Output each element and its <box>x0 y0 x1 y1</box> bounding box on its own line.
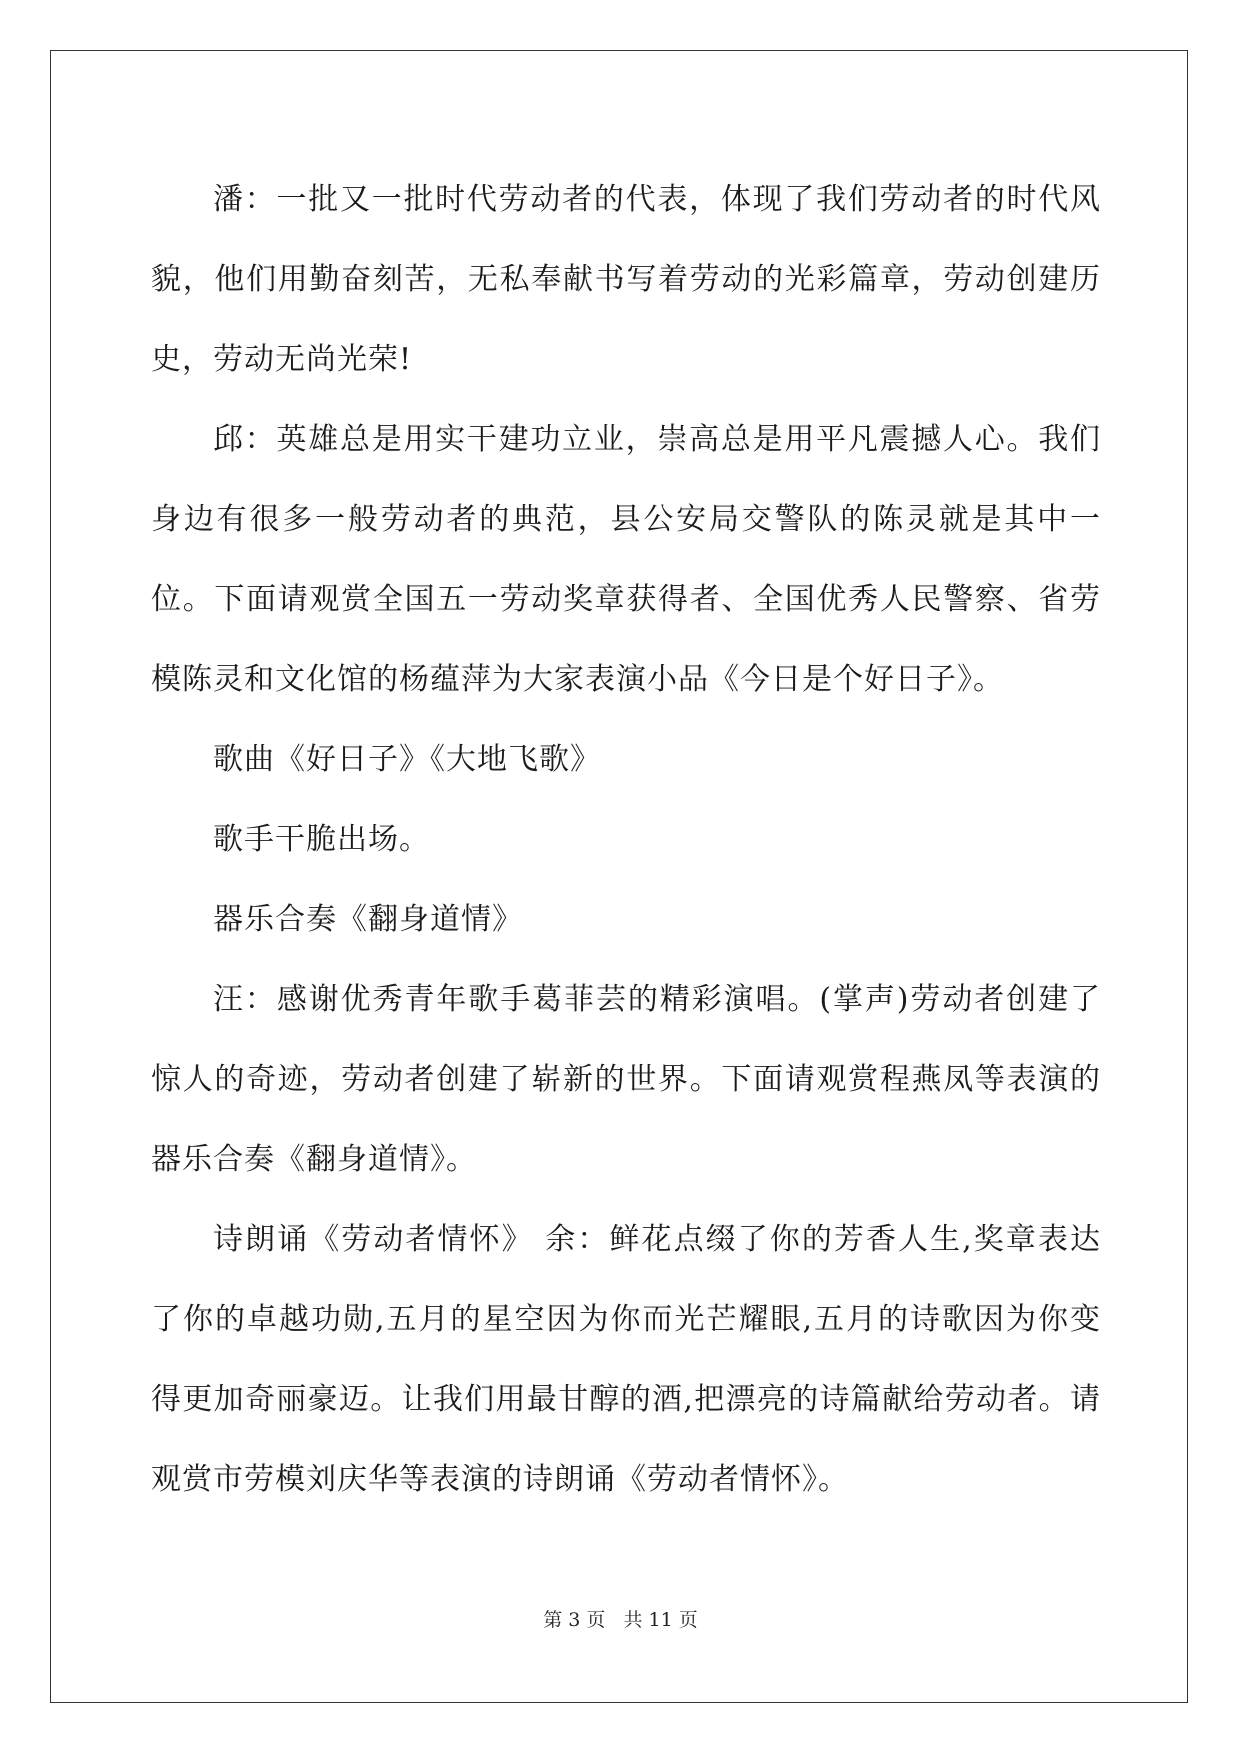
paragraph-songs: 歌曲《好日子》《大地飞歌》 <box>213 742 601 777</box>
paragraph-pan: 潘：一批又一批时代劳动者的代表，体现了我们劳动者的时代风貌，他们用勤奋刻苦，无私奉献书写着劳动的光彩篇章，劳动创建历史，劳动无尚光荣! <box>151 182 1101 377</box>
page-number: 第 3 页 <box>543 1609 606 1631</box>
paragraph-instrumental: 器乐合奏《翻身道情》 <box>213 902 523 937</box>
page-footer <box>0 1605 1241 1632</box>
paragraph-poem: 诗朗诵《劳动者情怀》 余：鲜花点缀了你的芳香人生,奖章表达了你的卓越功勋,五月的星空因为你而光芒耀眼,五月的诗歌因为你变得更加奇丽豪迈。让我们用最甘醇的酒,把漂亮的诗篇献给劳动者。请观赏市劳模刘庆华等表演的诗朗诵《劳动者情怀》。 <box>151 1222 1101 1497</box>
paragraph-singer: 歌手干脆出场。 <box>213 822 430 857</box>
paragraph-qiu: 邱：英雄总是用实干建功立业，崇高总是用平凡震撼人心。我们身边有很多一般劳动者的典范，县公安局交警队的陈灵就是其中一位。下面请观赏全国五一劳动奖章获得者、全国优秀人民警察、省劳模陈灵和文化馆的杨蕴萍为大家表演小品《今日是个好日子》。 <box>151 422 1101 697</box>
page-total: 共 11 页 <box>623 1609 698 1631</box>
paragraph-wang: 汪：感谢优秀青年歌手葛菲芸的精彩演唱。(掌声)劳动者创建了惊人的奇迹，劳动者创建了崭新的世界。下面请观赏程燕凤等表演的器乐合奏《翻身道情》。 <box>151 982 1101 1177</box>
document-body <box>151 160 1101 1520</box>
